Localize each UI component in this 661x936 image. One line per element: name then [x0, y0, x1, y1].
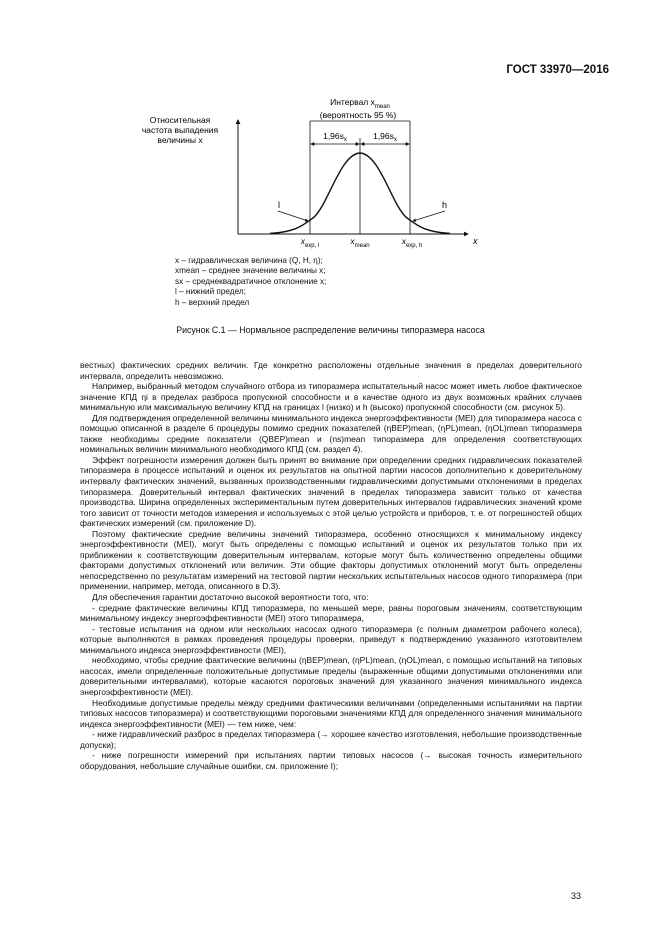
- paragraph: Необходимые допустимые пределы между средними фактическими величинами (определенными испытаниями на партии типовых насосов типоразмера) и соответствующими пороговыми значениями КПД для определенного значения минимального индекса энергоэффективности (MEI) — тем ниже, чем:: [80, 697, 582, 729]
- legend-item: xmean – среднее значение величины x;: [175, 266, 326, 276]
- half-width-left-label: $1,96s_x$: [323, 131, 347, 143]
- document-header: ГОСТ 33970—2016: [506, 64, 609, 76]
- interval-title: Интервал $x_{mean}$: [330, 97, 390, 110]
- paragraph: Для подтверждения определенной величины минимального индекса энергоэффективности (MEI) для типоразмера насоса с помощью описанной в разделе 6 процедуры помимо средних показателей (ηBEP)mean, (ηPL)mean, (ηOL)mean типоразмера также необходимы средние показатели (QBEP)mean и (ns)mean типоразмера для определения соответствующих номинальных величин минимального необходимого КПД (см. раздел 4).: [80, 412, 582, 455]
- half-width-right-label: $1,96s_x$: [373, 131, 397, 143]
- legend-item: x – гидравлическая величина (Q, H, η);: [175, 256, 323, 265]
- list-item: - тестовые испытания на одном или нескольких насосах одного типоразмера (с полным диаметром рабочего колеса), которые выполняются в рамках проведения процедуры проверки, приведут к подтверждению указанного изготовителем минимального индекса энергоэффективности (MEI),: [80, 623, 582, 655]
- upper-tag: h: [442, 200, 448, 210]
- legend-item: sx – среднеквадратичное отклонение x;: [175, 276, 327, 286]
- paragraph: Поэтому фактические средние величины значений типоразмера, особенно относящихся к минимальному индексу энергоэффективности (MEI), могут быть определены с помощью испытаний и оценок их результатов только при их приближении к соответствующим доверительным интервалам, которые могут быть количественно определены общими факторами допустимых отклонений или величин. Эти общие факторы допустимых отклонений могут быть определены непосредственно по результатам измерений на тестовой партии нескольких испытательных насосов одного типоразмера (при применении, например, метода, описанного в D.3).: [80, 528, 582, 592]
- list-item: - средние фактические величины КПД типоразмера, по меньшей мере, равны пороговым значениям, соответствующим минимальному индексу энергоэффективности (MEI) этого типоразмера,: [80, 602, 582, 624]
- paragraph: Эффект погрешности измерения должен быть принят во внимание при определении средних гидравлических показателей типоразмера в процессе испытаний и оценок их результатов на опытной партии насосов дополнительно к доверительному интервалу фактических значений, вызванных производственными гидравлическими допустимыми отклонениями в пределах типоразмера. Доверительный интервал фактических значений в пределах типоразмера зависит только от качества производства. Ширина определенных экспериментальным путем доверительных интервалов гидравлических значений кроме того зависит от точности методов измерения и используемых с этой целью устройств и приборов, т. е. от погрешностей общих фактических измерений (см. приложение D).: [80, 454, 582, 529]
- paragraph: Для обеспечения гарантии достаточно высокой вероятности того, что:: [92, 592, 369, 603]
- lower-tag: l: [278, 200, 280, 210]
- interval-probability: (вероятность 95 %): [319, 110, 397, 120]
- x-axis-label: x: [473, 236, 478, 246]
- page-number: 33: [570, 891, 581, 901]
- figure-legend: [175, 256, 326, 308]
- list-item: - ниже погрешности измерений при испытаниях партии типовых насосов (→ высокая точность измерительного оборудования, небольшие случайные ошибки, см. приложение I);: [80, 750, 582, 771]
- paragraph: необходимо, чтобы средние фактические величины (ηBEP)mean, (ηPL)mean, (ηOL)mean, с помощью испытаний на типовых насосах, имели определенные положительные допустимые пределы (выраженные общими допустимыми отклонениями или доверительными интервалами), которые касаются пороговых значений для указанного значения минимального индекса энергоэффективности (MEI).: [80, 655, 582, 697]
- tick-label-lower: $x_{exp, l}$: [300, 236, 320, 249]
- upper-tag-leader: [413, 211, 445, 221]
- legend-item: h – верхний предел: [175, 297, 250, 307]
- y-axis-label-line1: Относительная: [149, 115, 211, 125]
- list-item: - ниже гидравлический разброс в пределах типоразмера (→ хорошее качество изготовления, небольшие производственные допуски);: [80, 729, 582, 750]
- y-axis-label-line3: величины x: [157, 135, 203, 145]
- tick-label-mean: $x_{mean}$: [350, 236, 370, 249]
- y-axis-label-line2: частота выпадения: [141, 125, 219, 135]
- tick-label-upper: $x_{exp, h}$: [401, 236, 423, 249]
- legend-item: l – нижний предел;: [175, 287, 246, 297]
- body-text: [80, 360, 582, 771]
- paragraph: вестных) фактических средних величин. Где конкретно расположены отдельные значения в пределах доверительного интервала, определить невозможно.: [80, 360, 582, 381]
- lower-tag-leader: [278, 211, 308, 221]
- figure-caption: Рисунок С.1 — Нормальное распределение величины типоразмера насоса: [176, 325, 485, 335]
- paragraph: Например, выбранный методом случайного отбора из типоразмера испытательный насос может иметь любое фактическое значение КПД ηi в пределах разброса пропускной способности и в качестве одного из двух возможных крайних случаев минимальную или максимальную величину КПД на границах l (низко) и h (высоко) пропускной способности (см. рисунок 5).: [80, 381, 582, 413]
